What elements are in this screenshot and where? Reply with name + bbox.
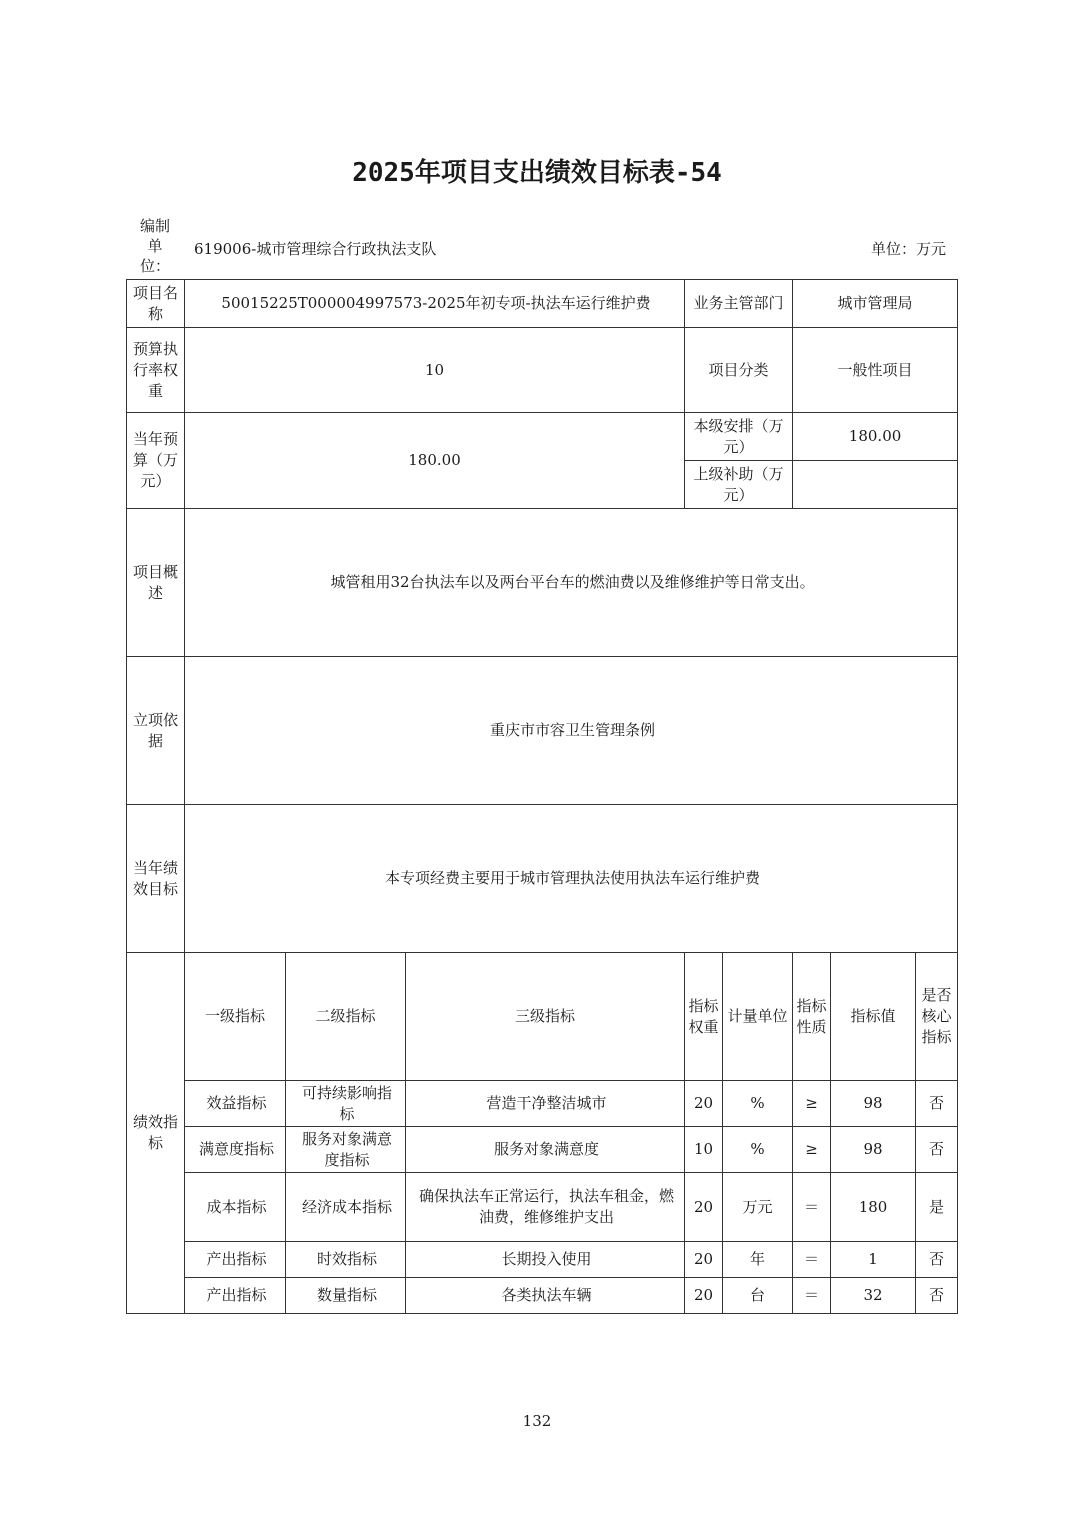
project-name-label: 项目名称: [127, 280, 185, 328]
row-core: 否: [916, 1081, 958, 1127]
row-value: 98: [831, 1127, 916, 1173]
row-core: 是: [916, 1173, 958, 1242]
header-level1: 一级指标: [185, 953, 286, 1081]
overview-value: 城管租用32台执法车以及两台平台车的燃油费以及维修维护等日常支出。: [185, 509, 958, 657]
goal-value: 本专项经费主要用于城市管理执法使用执法车运行维护费: [185, 805, 958, 953]
row-nature: ＝: [793, 1242, 831, 1278]
row-weight: 20: [685, 1242, 723, 1278]
row-level2: 经济成本指标: [286, 1173, 406, 1242]
row-core: 否: [916, 1242, 958, 1278]
upper-value: [793, 461, 958, 509]
row-level3: 确保执法车正常运行，执法车租金，燃油费，维修维护支出: [406, 1173, 685, 1242]
header-weight: 指标权重: [685, 953, 723, 1081]
unit-name: 619006-城市管理综合行政执法支队: [194, 240, 437, 258]
row-level2: 可持续影响指标: [286, 1081, 406, 1127]
row-core: 否: [916, 1127, 958, 1173]
money-unit: 单位：万元: [870, 240, 946, 258]
performance-table: [126, 279, 958, 1314]
category-value: 一般性项目: [793, 328, 958, 413]
table-row: [127, 1173, 958, 1242]
row-level1: 效益指标: [185, 1081, 286, 1127]
header-level2: 二级指标: [286, 953, 406, 1081]
row-level1: 满意度指标: [185, 1127, 286, 1173]
row-value: 1: [831, 1242, 916, 1278]
dept-value: 城市管理局: [793, 280, 958, 328]
row-level1: 产出指标: [185, 1278, 286, 1314]
goal-label: 当年绩效目标: [127, 805, 185, 953]
table-row: [127, 1278, 958, 1314]
row-nature: ≥: [793, 1127, 831, 1173]
row-weight: 20: [685, 1081, 723, 1127]
row-level2: 时效指标: [286, 1242, 406, 1278]
row-weight: 20: [685, 1278, 723, 1314]
row-level3: 营造干净整洁城市: [406, 1081, 685, 1127]
page-title: 2025年项目支出绩效目标表-54: [352, 158, 722, 188]
row-nature: ≥: [793, 1081, 831, 1127]
overview-label: 项目概述: [127, 509, 185, 657]
basis-label: 立项依据: [127, 657, 185, 805]
unit-label: 编制单位：: [139, 217, 170, 275]
row-unit: %: [723, 1081, 793, 1127]
row-level3: 各类执法车辆: [406, 1278, 685, 1314]
indicator-section-label: 绩效指标: [127, 953, 185, 1314]
table-row: [127, 1242, 958, 1278]
header-unit: 计量单位: [723, 953, 793, 1081]
row-level2: 服务对象满意度指标: [286, 1127, 406, 1173]
row-nature: ＝: [793, 1278, 831, 1314]
page-number: 132: [522, 1412, 552, 1430]
row-unit: 台: [723, 1278, 793, 1314]
row-weight: 10: [685, 1127, 723, 1173]
row-weight: 20: [685, 1173, 723, 1242]
budget-label: 当年预算（万元）: [127, 413, 185, 509]
weight-label: 预算执行率权重: [127, 328, 185, 413]
row-value: 180: [831, 1173, 916, 1242]
row-nature: ＝: [793, 1173, 831, 1242]
row-level1: 产出指标: [185, 1242, 286, 1278]
budget-value: 180.00: [185, 413, 685, 509]
header-core: 是否核心指标: [916, 953, 958, 1081]
local-label: 本级安排（万元）: [685, 413, 793, 461]
row-unit: 年: [723, 1242, 793, 1278]
row-unit: 万元: [723, 1173, 793, 1242]
table-row: [127, 1081, 958, 1127]
row-level3: 服务对象满意度: [406, 1127, 685, 1173]
local-value: 180.00: [793, 413, 958, 461]
row-level1: 成本指标: [185, 1173, 286, 1242]
basis-value: 重庆市市容卫生管理条例: [185, 657, 958, 805]
row-level3: 长期投入使用: [406, 1242, 685, 1278]
row-unit: %: [723, 1127, 793, 1173]
dept-label: 业务主管部门: [685, 280, 793, 328]
upper-label: 上级补助（万元）: [685, 461, 793, 509]
header-level3: 三级指标: [406, 953, 685, 1081]
row-level2: 数量指标: [286, 1278, 406, 1314]
category-label: 项目分类: [685, 328, 793, 413]
project-name-value: 50015225T000004997573-2025年初专项-执法车运行维护费: [185, 280, 685, 328]
weight-value: 10: [185, 328, 685, 413]
row-value: 98: [831, 1081, 916, 1127]
header-value: 指标值: [831, 953, 916, 1081]
row-value: 32: [831, 1278, 916, 1314]
row-core: 否: [916, 1278, 958, 1314]
table-row: [127, 1127, 958, 1173]
header-nature: 指标性质: [793, 953, 831, 1081]
